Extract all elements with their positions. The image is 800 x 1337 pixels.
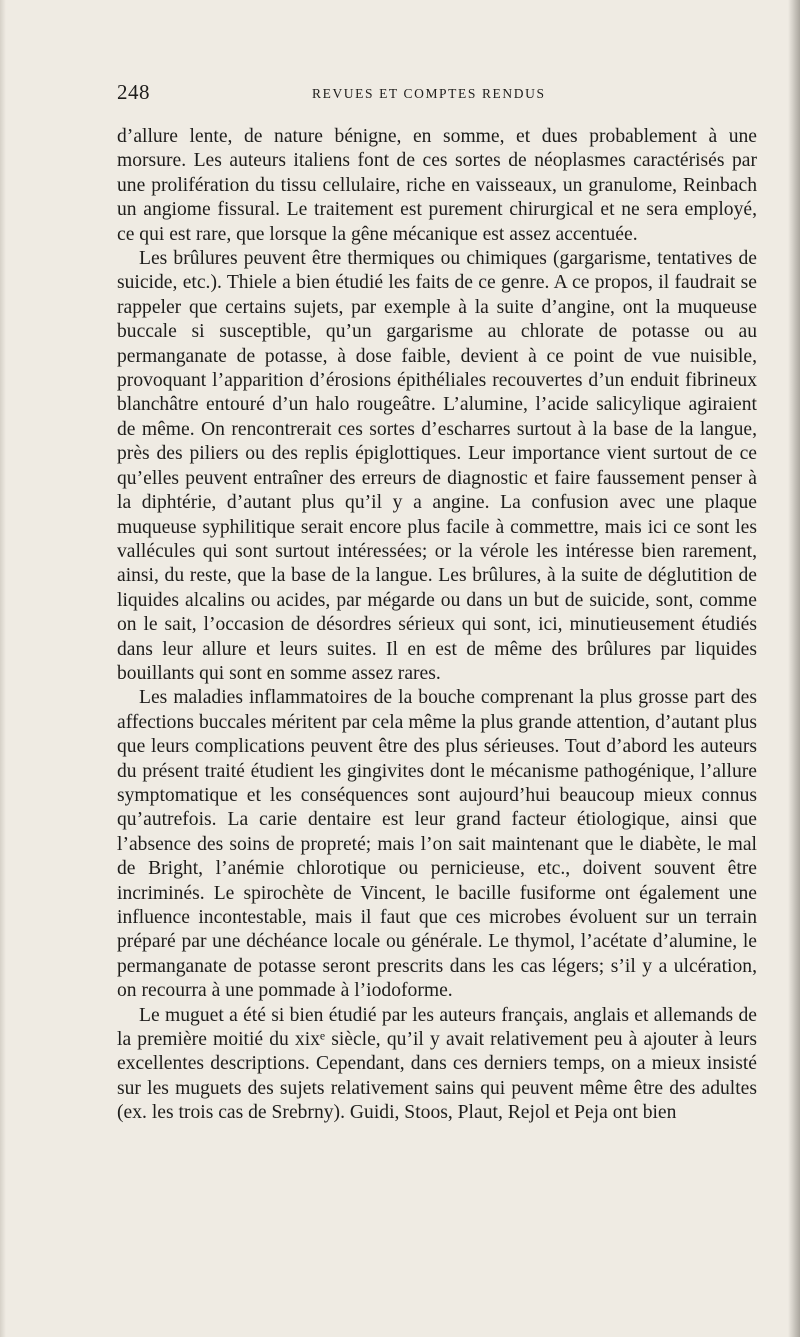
page-edge-shadow (788, 0, 800, 1337)
page-edge-left (0, 0, 6, 1337)
paragraph-2: Les brûlures peuvent être thermiques ou chimiques (gargarisme, tentatives de suicide, etc.). Thiele a bien étudié les faits de ce genre. A ce propos, il faudrait se rappeler que certains sujets, par exemple à la suite d’angine, ont la muqueuse buccale si susceptible, qu’un gargarisme au chlorate de potasse ou au permanganate de potasse, à dose faible, devient à ce point de vue nuisible, provoquant l’apparition d’érosions épithéliales recouvertes d’un enduit fibrineux blanchâtre entouré d’un halo rougeâtre. L’alumine, l’acide salicylique agiraient de même. On rencontrerait ces sortes d’escharres surtout à la base de la langue, près des piliers ou des replis épiglottiques. Leur importance vient surtout de ce qu’elles peuvent entraîner des erreurs de diagnostic et faire faussement penser à la diphtérie, d’autant plus qu’il y a angine. La confusion avec une plaque muqueuse syphilitique serait encore plus facile à commettre, mais ici ce sont les vallécules qui sont surtout intéressées; or la vérole les intéresse bien rarement, ainsi, du reste, que la base de la langue. Les brûlures, à la suite de déglutition de liquides alcalins ou acides, par mégarde ou dans un but de suicide, sont, comme on le sait, l’occasion de désordres sérieux qui sont, ici, minutieusement étudiés dans leur allure et leurs suites. Il en est de même des brûlures par liquides bouillants qui sont en somme assez rares. (117, 248, 757, 684)
paragraph-1: d’allure lente, de nature bénigne, en somme, et dues probablement à une morsure. Les auteurs italiens font de ces sortes de néoplasmes caractérisés par une prolifération du tissu cellulaire, riche en vaisseaux, un granulome, Reinbach un angiome fissural. Le traitement est purement chirurgical et ne sera employé, ce qui est rare, que lorsque la gêne mécanique est assez accentuée. (117, 126, 757, 245)
body-text (117, 125, 757, 1126)
running-title: REVUES ET COMPTES RENDUS (312, 86, 546, 101)
page-header (117, 80, 757, 110)
paragraph-4: Le muguet a été si bien étudié par les auteurs français, anglais et allemands de la première moitié du xixᵉ siècle, qu’il y avait relativement peu à ajouter à leurs excellentes descriptions. Cependant, dans ces derniers temps, on a mieux insisté sur les muguets des sujets relativement sains qui peuvent même être des adultes (ex. les trois cas de Srebrny). Guidi, Stoos, Plaut, Rejol et Peja ont bien (117, 1004, 757, 1124)
page-number: 248 (117, 80, 150, 104)
paragraph-3: Les maladies inflammatoires de la bouche comprenant la plus grosse part des affections buccales méritent par cela même la plus grande attention, d’autant plus que leurs complications peuvent être des plus sérieuses. Tout d’abord les auteurs du présent traité étudient les gingivites dont le mécanisme pathogénique, l’allure symptomatique et les conséquences sont aujourd’hui beaucoup mieux connus qu’autrefois. La carie dentaire est leur grand facteur étiologique, ainsi que l’absence des soins de propreté; mais l’on sait maintenant que le diabète, le mal de Bright, l’anémie chlorotique ou pernicieuse, etc., doivent souvent être incriminés. Le spirochète de Vincent, le bacille fusiforme ont également une influence incontestable, mais il faut que ces microbes évoluent sur un terrain préparé par une déchéance locale ou générale. Le thymol, l’acétate d’alumine, le permanganate de potasse seront prescrits dans les cas légers; s’il y a ulcération, on recourra à une pommade à l’iodoforme. (117, 687, 757, 1002)
